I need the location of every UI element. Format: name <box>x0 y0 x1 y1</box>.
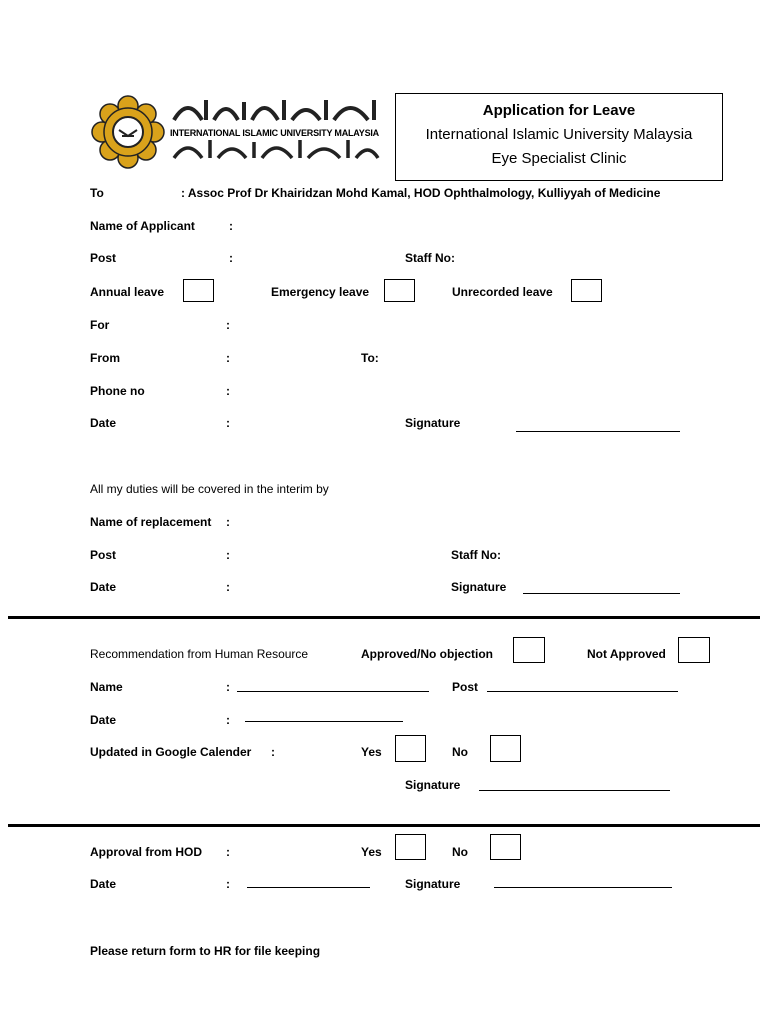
hod-signature-label: Signature <box>405 877 461 891</box>
hr-date-line[interactable] <box>245 721 403 722</box>
colon: : <box>226 877 230 891</box>
hod-signature-line[interactable] <box>494 887 672 888</box>
approved-checkbox[interactable] <box>513 637 545 663</box>
university-name: International Islamic University Malaysia <box>425 126 693 143</box>
header-box <box>395 93 723 181</box>
clinic-name: Eye Specialist Clinic <box>491 150 627 167</box>
replacement-date-label: Date <box>90 580 117 594</box>
signature-label: Signature <box>405 416 461 430</box>
applicant-signature-line[interactable] <box>516 431 680 432</box>
date-label: Date <box>90 416 117 430</box>
emergency-leave-checkbox[interactable] <box>384 279 415 302</box>
colon: : <box>226 713 230 727</box>
hr-signature-label: Signature <box>405 778 461 792</box>
replacement-signature-line[interactable] <box>523 593 680 594</box>
section-divider <box>8 824 760 827</box>
calendar-no-label: No <box>452 745 468 759</box>
calendar-no-checkbox[interactable] <box>490 735 521 762</box>
post-label: Post <box>90 251 117 265</box>
calendar-label: Updated in Google Calender <box>90 745 252 759</box>
colon: : <box>226 351 230 365</box>
hr-post-line[interactable] <box>487 691 678 692</box>
calendar-yes-label: Yes <box>361 745 382 759</box>
logo-text: INTERNATIONAL ISLAMIC UNIVERSITY MALAYSIA <box>170 128 379 138</box>
replacement-signature-label: Signature <box>451 580 507 594</box>
hr-signature-line[interactable] <box>479 790 670 791</box>
to-label: To <box>90 186 104 200</box>
hod-approval-label: Approval from HOD <box>90 845 203 859</box>
hr-recommendation-label: Recommendation from Human Resource <box>90 647 309 661</box>
colon: : <box>226 384 230 398</box>
for-label: For <box>90 318 110 332</box>
hod-no-checkbox[interactable] <box>490 834 521 860</box>
colon: : <box>226 680 230 694</box>
footer-note: Please return form to HR for file keeping <box>90 944 321 958</box>
to-recipient: : Assoc Prof Dr Khairidzan Mohd Kamal, HOD Ophthalmology, Kulliyyah of Medicine <box>181 186 661 200</box>
colon: : <box>226 416 230 430</box>
emergency-leave-label: Emergency leave <box>271 285 370 299</box>
colon: : <box>271 745 275 759</box>
unrecorded-leave-checkbox[interactable] <box>571 279 602 302</box>
approved-label: Approved/No objection <box>361 647 493 661</box>
section-divider <box>8 616 760 619</box>
applicant-name-label: Name of Applicant <box>90 219 195 233</box>
not-approved-checkbox[interactable] <box>678 637 710 663</box>
replacement-intro: All my duties will be covered in the interim by <box>90 482 329 496</box>
hod-yes-checkbox[interactable] <box>395 834 426 860</box>
hr-post-label: Post <box>452 680 479 694</box>
hod-yes-label: Yes <box>361 845 382 859</box>
hr-date-label: Date <box>90 713 117 727</box>
colon: : <box>226 845 230 859</box>
replacement-staff-no-label: Staff No: <box>451 548 501 562</box>
replacement-post-label: Post <box>90 548 117 562</box>
to-date-label: To: <box>361 351 379 365</box>
colon: : <box>229 251 233 265</box>
unrecorded-leave-label: Unrecorded leave <box>452 285 553 299</box>
staff-no-label: Staff No: <box>405 251 455 265</box>
hod-date-line[interactable] <box>247 887 370 888</box>
form-title: Application for Leave <box>482 102 636 119</box>
colon: : <box>226 318 230 332</box>
colon: : <box>226 548 230 562</box>
phone-label: Phone no <box>90 384 145 398</box>
not-approved-label: Not Approved <box>587 647 666 661</box>
calendar-yes-checkbox[interactable] <box>395 735 426 762</box>
replacement-name-label: Name of replacement <box>90 515 212 529</box>
hr-name-label: Name <box>90 680 123 694</box>
hod-date-label: Date <box>90 877 117 891</box>
colon: : <box>226 580 230 594</box>
hr-name-line[interactable] <box>237 691 429 692</box>
university-logo <box>88 92 388 170</box>
hod-no-label: No <box>452 845 468 859</box>
colon: : <box>226 515 230 529</box>
colon: : <box>229 219 233 233</box>
annual-leave-label: Annual leave <box>90 285 165 299</box>
from-label: From <box>90 351 120 365</box>
annual-leave-checkbox[interactable] <box>183 279 214 302</box>
